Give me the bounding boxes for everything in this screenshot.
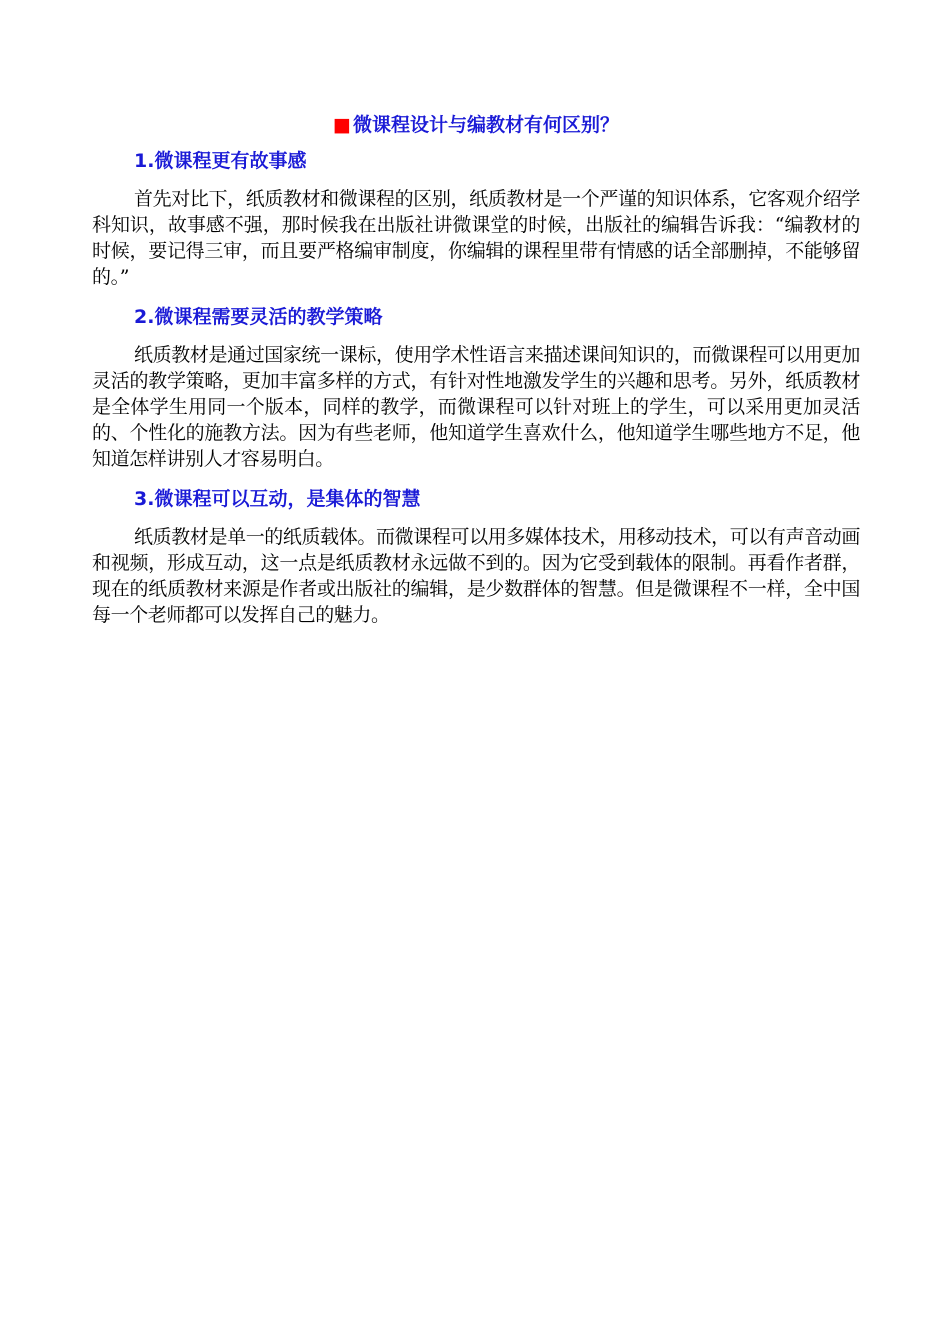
section-heading-1: 1.微课程更有故事感 <box>134 150 307 172</box>
section-heading-3: 3.微课程可以互动，是集体的智慧 <box>134 488 421 510</box>
section-heading-2: 2.微课程需要灵活的教学策略 <box>134 306 383 328</box>
page-title-text: 微课程设计与编教材有何区别？ <box>352 114 619 136</box>
document-page <box>92 110 860 640</box>
square-bullet-icon: ■ <box>333 114 351 136</box>
section-body-1: 首先对比下，纸质教材和微课程的区别，纸质教材是一个严谨的知识体系，它客观介绍学科知识，故事感不强，那时候我在出版社讲微课堂的时候，出版社的编辑告诉我：“编教材的时候，要记得三审，而且要严格编审制度，你编辑的课程里带有情感的话全部删掉，不能够留的。” <box>92 188 860 288</box>
section-body-2: 纸质教材是通过国家统一课标，使用学术性语言来描述课间知识的，而微课程可以用更加灵活的教学策略，更加丰富多样的方式，有针对性地激发学生的兴趣和思考。另外，纸质教材是全体学生用同一个版本，同样的教学，而微课程可以针对班上的学生，可以采用更加灵活的、个性化的施教方法。因为有些老师，他知道学生喜欢什么，他知道学生哪些地方不足，他知道怎样讲别人才容易明白。 <box>92 344 860 470</box>
page-title <box>92 110 860 140</box>
section-body-3: 纸质教材是单一的纸质载体。而微课程可以用多媒体技术，用移动技术，可以有声音动画和视频，形成互动，这一点是纸质教材永远做不到的。因为它受到载体的限制。再看作者群，现在的纸质教材来源是作者或出版社的编辑，是少数群体的智慧。但是微课程不一样，全中国每一个老师都可以发挥自己的魅力。 <box>92 526 860 626</box>
